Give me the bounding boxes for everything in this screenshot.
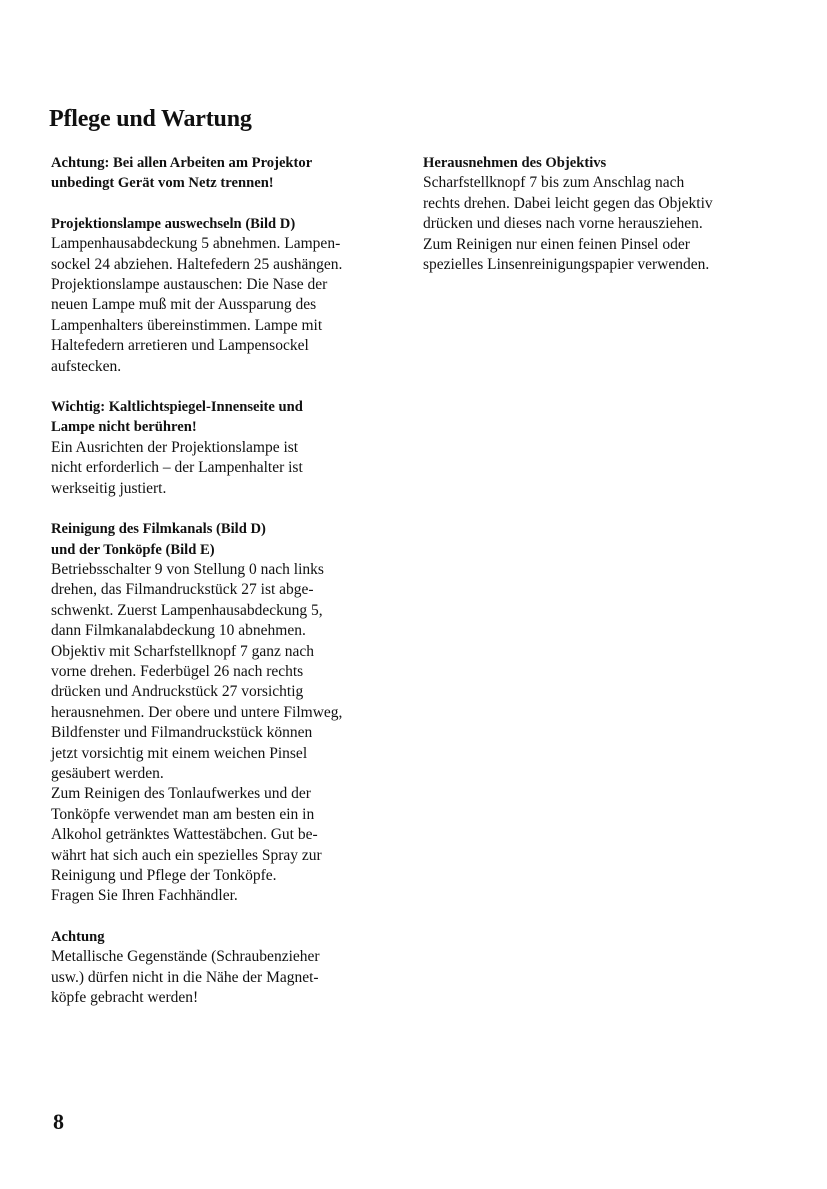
body-line: vorne drehen. Federbügel 26 nach rechts (51, 662, 304, 680)
section-heading: Herausnehmen des Objektivs (423, 155, 607, 171)
body-line: sockel 24 abziehen. Haltefedern 25 aushängen. (51, 255, 343, 273)
body-line: Alkohol getränktes Wattestäbchen. Gut be- (51, 826, 318, 844)
section-heading: Projektionslampe auswechseln (Bild D) (51, 215, 296, 232)
body-line: werkseitig justiert. (51, 479, 167, 497)
section-heading: Wichtig: Kaltlichtspiegel-Innenseite und (51, 399, 303, 416)
body-line: Fragen Sie Ihren Fachhändler. (51, 887, 238, 905)
body-line: Haltefedern arretieren und Lampensockel (51, 337, 309, 355)
right-column (423, 153, 783, 295)
body-line: Reinigung und Pflege der Tonköpfe. (51, 867, 277, 884)
body-line: Tonköpfe verwendet man am besten ein in (51, 805, 315, 823)
body-line: drücken und Andruckstück 27 vorsichtig (51, 683, 304, 701)
body-line: Objektiv mit Scharfstellknopf 7 ganz nach (51, 642, 315, 660)
body-line: Lampenhalters übereinstimmen. Lampe mit (51, 316, 323, 334)
body-line: Zum Reinigen nur einen feinen Pinsel oder (423, 235, 690, 253)
cleaning-section (51, 519, 411, 907)
caution-section (51, 927, 411, 1009)
body-line: spezielles Linsenreinigungspapier verwenden. (423, 256, 710, 274)
body-line: dann Filmkanalabdeckung 10 abnehmen. (51, 622, 306, 640)
body-line: Lampenhausabdeckung 5 abnehmen. Lampen- (51, 235, 341, 253)
body-line: nicht erforderlich – der Lampenhalter ist (51, 459, 303, 477)
body-line: rechts drehen. Dabei leicht gegen das Objektiv (423, 194, 713, 212)
page-number: 8 (53, 1109, 64, 1134)
warning-line: Achtung: Bei allen Arbeiten am Projektor (51, 155, 313, 171)
body-line: drehen, das Filmandruckstück 27 ist abge- (51, 581, 314, 599)
body-line: Projektionslampe austauschen: Die Nase der (51, 276, 328, 294)
body-line: jetzt vorsichtig mit einem weichen Pinsel (51, 744, 308, 762)
body-line: aufstecken. (51, 357, 122, 375)
section-heading: Lampe nicht berühren! (51, 419, 197, 436)
body-line: gesäubert werden. (51, 764, 164, 782)
body-line: neuen Lampe muß mit der Aussparung des (51, 296, 317, 314)
warning-block (51, 153, 411, 194)
body-line: köpfe gebracht werden! (51, 989, 199, 1007)
body-line: schwenkt. Zuerst Lampenhausabdeckung 5, (51, 601, 323, 619)
body-line: Zum Reinigen des Tonlaufwerkes und der (51, 785, 311, 803)
body-line: Scharfstellknopf 7 bis zum Anschlag nach (423, 174, 685, 192)
page-title: Pflege und Wartung (49, 106, 252, 132)
body-line: herausnehmen. Der obere und untere Filmweg, (51, 703, 343, 721)
body-line: Ein Ausrichten der Projektionslampe ist (51, 438, 299, 456)
left-column (51, 153, 411, 1028)
body-line: Betriebsschalter 9 von Stellung 0 nach links (51, 560, 324, 578)
body-line: währt hat sich auch ein spezielles Spray zur (51, 846, 322, 864)
important-section (51, 397, 411, 499)
section-heading: Achtung (51, 928, 105, 945)
warning-line: unbedingt Gerät vom Netz trennen! (51, 175, 274, 192)
lens-section (423, 153, 783, 275)
body-line: Metallische Gegenstände (Schraubenzieher (51, 948, 320, 966)
body-line: drücken und dieses nach vorne herausziehen. (423, 215, 703, 233)
body-line: usw.) dürfen nicht in die Nähe der Magnet- (51, 968, 319, 986)
section-heading: Reinigung des Filmkanals (Bild D) (51, 521, 266, 538)
lamp-section (51, 214, 411, 377)
section-heading: und der Tonköpfe (Bild E) (51, 541, 215, 558)
body-line: Bildfenster und Filmandruckstück können (51, 724, 313, 742)
